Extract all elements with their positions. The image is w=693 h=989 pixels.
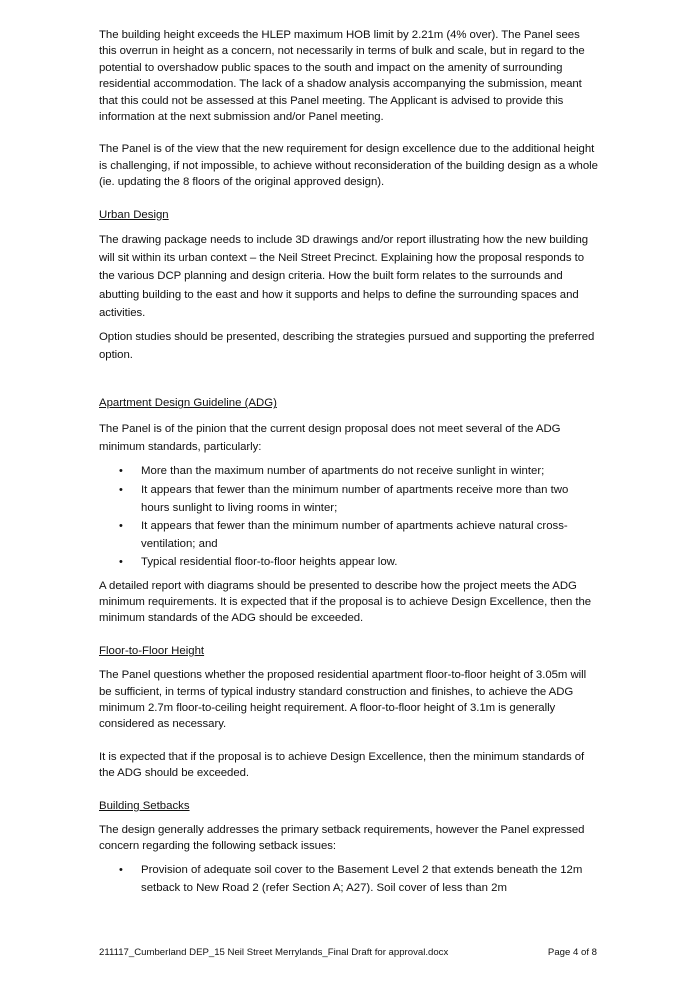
paragraph-adg-intro: The Panel is of the pinion that the current design proposal does not meet several of the ADG minimum standards, particularly: xyxy=(99,422,561,454)
document-page xyxy=(99,0,599,897)
paragraph-urban-context: The drawing package needs to include 3D drawings and/or report illustrating how the new building will sit within its urban context – the Neil Street Precinct. Explaining how the proposal responds to the various DCP planning and design criteria. How the built form relates to the surrounds and abutting building to the east and how it supports and helps to define the surrounding spaces and activities. xyxy=(99,234,589,319)
heading-adg: Apartment Design Guideline (ADG) xyxy=(99,397,277,410)
paragraph-floor-height: The Panel questions whether the proposed residential apartment floor-to-floor height of 3.05m will be sufficient, in terms of typical industry standard construction and finishes, to achieve the ADG minimum 2.7m floor-to-ceiling height requirement. A floor-to-floor height of 3.1m is generally considered as necessary. xyxy=(99,669,587,731)
paragraph-design-excellence: The Panel is of the view that the new requirement for design excellence due to the additional height is challenging, if not impossible, to achieve without reconsideration of the building design as a whole (ie. updating the 8 floors of the original approved design). xyxy=(99,143,598,189)
bullet-icon: • xyxy=(119,465,123,478)
list-item xyxy=(99,517,599,553)
heading-urban-design: Urban Design xyxy=(99,208,169,221)
bullet-icon: • xyxy=(119,483,123,496)
heading-floor-to-floor: Floor-to-Floor Height xyxy=(99,644,205,657)
footer-page-number: Page 4 of 8 xyxy=(547,947,597,958)
list-item xyxy=(99,553,599,571)
setbacks-bullet-list xyxy=(99,861,599,897)
paragraph-option-studies: Option studies should be presented, describing the strategies pursued and supporting the preferred option. xyxy=(99,331,595,362)
paragraph-setbacks-intro: The design generally addresses the primary setback requirements, however the Panel expressed concern regarding the following setback issues: xyxy=(99,823,585,853)
paragraph-adg-report: A detailed report with diagrams should be presented to describe how the project meets the ADG minimum requirements. It is expected that if the proposal is to achieve Design Excellence, then the minimum standards of the ADG should be exceeded. xyxy=(99,579,592,625)
list-item-text: More than the maximum number of apartments do not receive sunlight in winter; xyxy=(141,465,545,478)
bullet-icon: • xyxy=(119,863,123,876)
adg-bullet-list xyxy=(99,462,599,571)
list-item-text: It appears that fewer than the minimum number of apartments receive more than two hours sunlight to living rooms in winter; xyxy=(141,483,569,514)
list-item-text: Provision of adequate soil cover to the Basement Level 2 that extends beneath the 12m setback to New Road 2 (refer Section A; A27). Soil cover of less than 2m xyxy=(141,863,583,894)
list-item xyxy=(99,861,599,897)
paragraph-height-overrun: The building height exceeds the HLEP maximum HOB limit by 2.21m (4% over). The Panel sees this overrun in height as a concern, not necessarily in terms of bulk and scale, but in regard to the potential to overshadow public spaces to the south and impact on the amenity of surrounding residential accommodation. The lack of a shadow analysis accompanying the submission, meant that this could not be assessed at this Panel meeting. The Applicant is advised to provide this information at the next submission and/or Panel meeting. xyxy=(99,29,585,124)
paragraph-floor-excellence: It is expected that if the proposal is to achieve Design Excellence, then the minimum standards of the ADG should be exceeded. xyxy=(99,750,585,780)
list-item xyxy=(99,462,599,480)
list-item-text: Typical residential floor-to-floor heights appear low. xyxy=(141,556,398,569)
bullet-icon: • xyxy=(119,519,123,532)
bullet-icon: • xyxy=(119,556,123,569)
list-item xyxy=(99,481,599,517)
heading-building-setbacks: Building Setbacks xyxy=(99,799,190,812)
page-footer xyxy=(99,947,597,959)
footer-filename: 211117_Cumberland DEP_15 Neil Street Merrylands_Final Draft for approval.docx xyxy=(99,947,449,958)
list-item-text: It appears that fewer than the minimum number of apartments achieve natural cross-ventilation; and xyxy=(141,519,568,551)
